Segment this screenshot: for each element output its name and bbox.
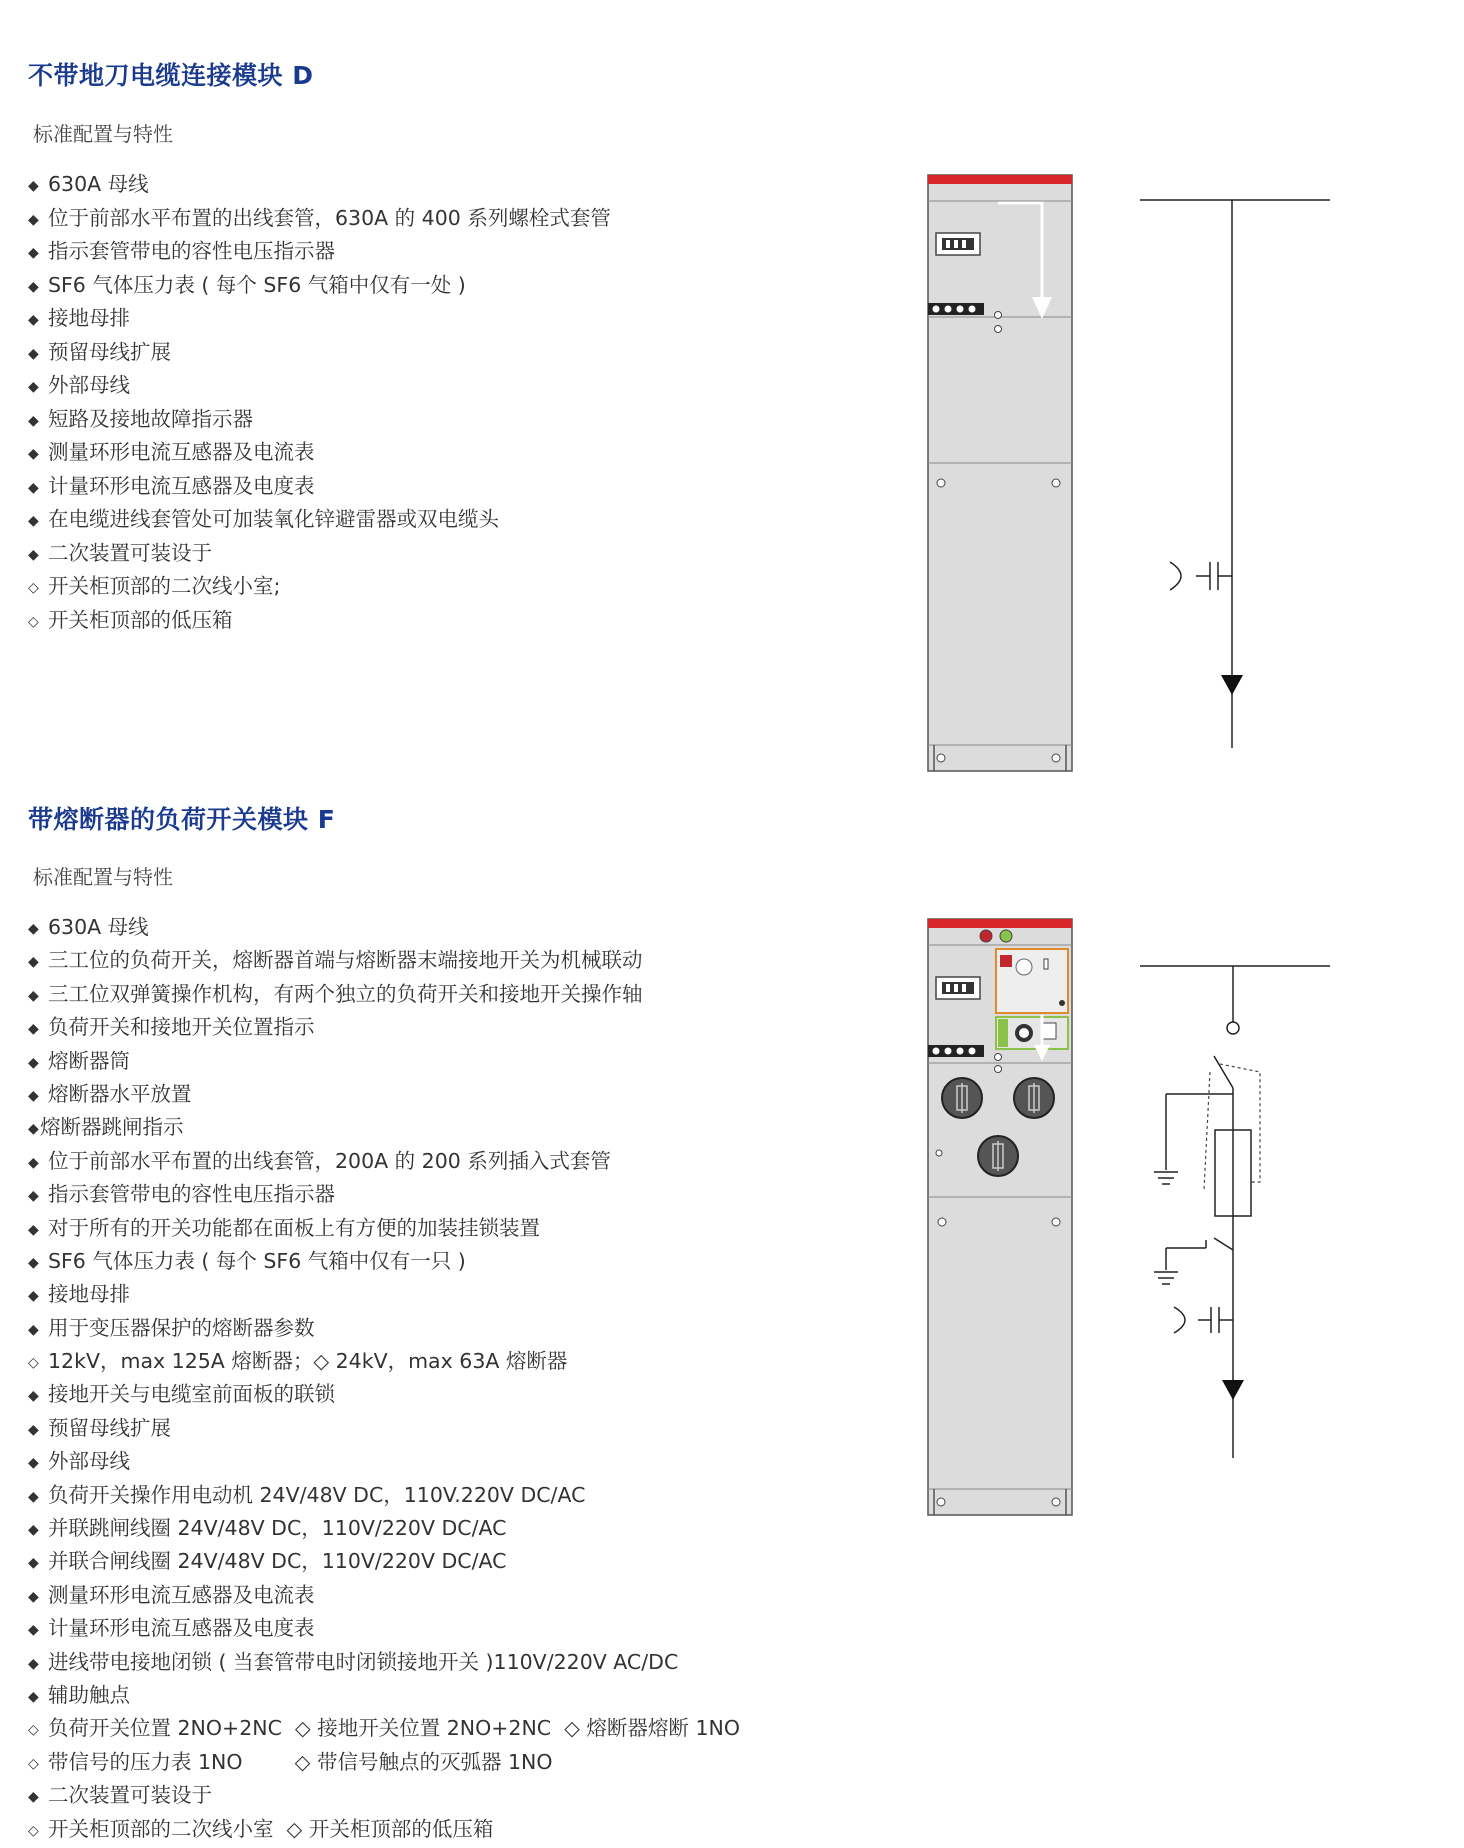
- diamond-bullet-icon: ◆: [28, 1087, 39, 1104]
- list-item-text: 辅助触点: [48, 1682, 130, 1707]
- list-item: [28, 911, 740, 944]
- list-item-text: 在电缆进线套管处可加装氧化锌避雷器或双电缆头: [48, 507, 499, 531]
- list-item: [28, 604, 611, 638]
- fuse-holder-icon: [1014, 1078, 1054, 1118]
- hollow-diamond-bullet-icon: ◇: [28, 1355, 39, 1372]
- list-item-text: 负荷开关操作用电动机 24V/48V DC，110V.220V DC/AC: [48, 1482, 586, 1507]
- diamond-bullet-icon: ◆: [28, 345, 39, 362]
- list-item: [28, 470, 611, 504]
- list-item: [28, 1712, 740, 1745]
- list-item: [28, 1579, 740, 1612]
- list-item: [28, 1245, 740, 1278]
- diamond-bullet-icon: ◆: [28, 1622, 39, 1639]
- list-item: [28, 202, 611, 236]
- list-item-text: 用于变压器保护的熔断器参数: [48, 1315, 315, 1340]
- list-item: [28, 1512, 740, 1545]
- diamond-bullet-icon: ◆: [28, 1688, 39, 1705]
- list-item: [28, 1045, 740, 1078]
- list-item-text: 外部母线: [48, 373, 130, 397]
- list-item: [28, 1011, 740, 1044]
- single-line-diagram-f: [1130, 960, 1340, 1460]
- list-item-text: 测量环形电流互感器及电流表: [48, 1582, 315, 1607]
- list-item: [28, 1612, 740, 1645]
- diamond-bullet-icon: ◆: [28, 954, 39, 971]
- list-item: [28, 1312, 740, 1345]
- list-item-text: 12kV，max 125A 熔断器；◇ 24kV，max 63A 熔断器: [48, 1349, 568, 1374]
- list-item: [28, 1646, 740, 1679]
- diamond-bullet-icon: ◆: [28, 1321, 39, 1338]
- list-item: [28, 1479, 740, 1512]
- diamond-bullet-icon: ◆: [28, 1254, 39, 1271]
- list-item-text: 熔断器跳闸指示: [40, 1115, 184, 1140]
- list-item-text: 开关柜顶部的二次线小室;: [48, 574, 281, 598]
- diamond-bullet-icon: ◆: [28, 479, 39, 496]
- diamond-bullet-icon: ◆: [28, 1054, 39, 1071]
- cabinet-d: [926, 173, 1076, 773]
- diamond-bullet-icon: ◆: [28, 1121, 39, 1138]
- diamond-bullet-icon: ◆: [28, 1655, 39, 1672]
- list-item-text: 指示套管带电的容性电压指示器: [48, 239, 335, 263]
- list-item-text: SF6 气体压力表 ( 每个 SF6 气箱中仅有一只 ): [48, 1248, 466, 1273]
- list-item: [28, 168, 611, 202]
- voltage-indicator-icon: [936, 977, 980, 999]
- diamond-bullet-icon: ◆: [28, 1021, 39, 1038]
- hollow-diamond-bullet-icon: ◇: [28, 580, 39, 596]
- list-item-text: 630A 母线: [48, 915, 149, 939]
- list-item-text: 计量环形电流互感器及电度表: [48, 1616, 315, 1641]
- list-item: [28, 1545, 740, 1578]
- list-item-text: 计量环形电流互感器及电度表: [48, 473, 315, 498]
- diamond-bullet-icon: ◆: [28, 1789, 39, 1806]
- list-item-text: 接地母排: [48, 306, 130, 330]
- list-item: [28, 1278, 740, 1311]
- list-item: [28, 1111, 740, 1144]
- diamond-bullet-icon: ◆: [28, 1188, 39, 1205]
- single-line-diagram-d: [1130, 190, 1340, 750]
- list-item: [28, 1212, 740, 1245]
- list-item-text: 二次装置可装设于: [48, 540, 212, 565]
- diamond-bullet-icon: ◆: [28, 921, 39, 937]
- status-indicator-strip: [928, 303, 984, 315]
- diamond-bullet-icon: ◆: [28, 1154, 39, 1171]
- list-item: [28, 570, 611, 604]
- fuse-holder-icon: [942, 1078, 982, 1118]
- list-item-text: 测量环形电流互感器及电流表: [48, 440, 315, 464]
- cable-termination-icon: [1221, 675, 1243, 695]
- list-item-text: 开关柜顶部的二次线小室 ◇ 开关柜顶部的低压箱: [48, 1816, 494, 1841]
- list-item-text: 外部母线: [48, 1449, 130, 1474]
- list-item-text: 开关柜顶部的低压箱: [48, 607, 233, 632]
- list-item: [28, 1746, 740, 1779]
- list-item-text: 带信号的压力表 1NO ◇ 带信号触点的灭弧器 1NO: [48, 1749, 553, 1774]
- diamond-bullet-icon: ◆: [28, 546, 39, 563]
- list-item: [28, 1345, 740, 1378]
- top-strip: [928, 919, 1072, 928]
- list-item: [28, 302, 611, 336]
- list-item-text: 预留母线扩展: [48, 339, 171, 364]
- earth-switch-icon: [1154, 1238, 1233, 1284]
- diamond-bullet-icon: ◆: [28, 1388, 39, 1405]
- list-item: [28, 978, 740, 1011]
- list-item: [28, 1813, 740, 1846]
- list-item-text: 三工位的负荷开关，熔断器首端与熔断器末端接地开关为机械联动: [48, 948, 643, 973]
- feature-list-f: [28, 911, 740, 1846]
- hollow-diamond-bullet-icon: ◇: [28, 1822, 39, 1839]
- diamond-bullet-icon: ◆: [28, 312, 39, 328]
- cable-termination-icon: [1222, 1380, 1244, 1400]
- red-lamp-icon: [980, 930, 992, 942]
- list-item-text: 三工位双弹簧操作机构，有两个独立的负荷开关和接地开关操作轴: [48, 981, 643, 1006]
- section-subtitle-f: 标准配置与特性: [33, 865, 173, 889]
- diamond-bullet-icon: ◆: [28, 513, 39, 529]
- list-item: [28, 1679, 740, 1712]
- list-item: [28, 1378, 740, 1411]
- list-item: [28, 369, 611, 403]
- list-item-text: 负荷开关位置 2NO+2NC ◇ 接地开关位置 2NO+2NC ◇ 熔断器熔断 1NO: [48, 1716, 740, 1741]
- diamond-bullet-icon: ◆: [28, 1488, 39, 1505]
- diamond-bullet-icon: ◆: [28, 1555, 39, 1572]
- list-item-text: 进线带电接地闭锁 ( 当套管带电时闭锁接地开关 )110V/220V AC/DC: [48, 1649, 679, 1674]
- hollow-diamond-bullet-icon: ◇: [28, 1755, 39, 1772]
- list-item-text: 630A 母线: [48, 172, 149, 196]
- list-item: [28, 1445, 740, 1478]
- list-item-text: 位于前部水平布置的出线套管，630A 的 400 系列螺栓式套管: [48, 205, 611, 230]
- diamond-bullet-icon: ◆: [28, 1455, 39, 1472]
- list-item-text: 二次装置可装设于: [48, 1783, 212, 1808]
- voltage-indicator-icon: [936, 233, 980, 255]
- list-item-text: 位于前部水平布置的出线套管，200A 的 200 系列插入式套管: [48, 1148, 611, 1173]
- diamond-bullet-icon: ◆: [28, 245, 39, 261]
- list-item: [28, 1145, 740, 1178]
- diamond-bullet-icon: ◆: [28, 211, 39, 228]
- list-item-text: 接地母排: [48, 1282, 130, 1307]
- diamond-bullet-icon: ◆: [28, 412, 39, 429]
- feature-list-d: [28, 168, 611, 637]
- list-item: [28, 1412, 740, 1445]
- cabinet-f: [926, 917, 1076, 1517]
- list-item-text: 熔断器水平放置: [48, 1081, 192, 1106]
- list-item: [28, 403, 611, 437]
- list-item: [28, 503, 611, 537]
- diamond-bullet-icon: ◆: [28, 379, 39, 395]
- list-item-text: SF6 气体压力表 ( 每个 SF6 气箱中仅有一处 ): [48, 272, 466, 297]
- list-item: [28, 537, 611, 571]
- diamond-bullet-icon: ◆: [28, 1588, 39, 1605]
- list-item: [28, 235, 611, 269]
- diamond-bullet-icon: ◆: [28, 1421, 39, 1438]
- list-item-text: 负荷开关和接地开关位置指示: [48, 1015, 315, 1040]
- fuse-holder-icon: [978, 1136, 1018, 1176]
- section-title-d: 不带地刀电缆连接模块 D: [28, 61, 314, 90]
- list-item: [28, 1779, 740, 1812]
- list-item: [28, 336, 611, 370]
- list-item-text: 指示套管带电的容性电压指示器: [48, 1182, 335, 1207]
- list-item-text: 并联跳闸线圈 24V/48V DC，110V/220V DC/AC: [48, 1516, 507, 1541]
- list-item-text: 短路及接地故障指示器: [48, 406, 253, 431]
- list-item: [28, 1078, 740, 1111]
- list-item-text: 对于所有的开关功能都在面板上有方便的加装挂锁装置: [48, 1215, 540, 1240]
- diamond-bullet-icon: ◆: [28, 1221, 39, 1238]
- hollow-diamond-bullet-icon: ◇: [28, 1722, 39, 1739]
- list-item: [28, 1178, 740, 1211]
- diamond-bullet-icon: ◆: [28, 1522, 39, 1539]
- list-item: [28, 436, 611, 470]
- list-item: [28, 269, 611, 303]
- diamond-bullet-icon: ◆: [28, 987, 39, 1004]
- list-item-text: 熔断器筒: [48, 1048, 130, 1073]
- section-subtitle-d: 标准配置与特性: [33, 122, 173, 146]
- capacitive-divider-icon: [1170, 562, 1232, 590]
- list-item-text: 并联合闸线圈 24V/48V DC，110V/220V DC/AC: [48, 1549, 507, 1574]
- top-strip: [928, 175, 1072, 184]
- diamond-bullet-icon: ◆: [28, 278, 39, 295]
- diamond-bullet-icon: ◆: [28, 1288, 39, 1305]
- section-title-f: 带熔断器的负荷开关模块 F: [28, 805, 336, 834]
- capacitive-divider-icon: [1174, 1307, 1233, 1333]
- diamond-bullet-icon: ◆: [28, 178, 39, 194]
- diamond-bullet-icon: ◆: [28, 446, 39, 462]
- green-lamp-icon: [1000, 930, 1012, 942]
- status-indicator-strip: [928, 1045, 984, 1057]
- list-item: [28, 944, 740, 977]
- list-item-text: 接地开关与电缆室前面板的联锁: [48, 1382, 335, 1407]
- hollow-diamond-bullet-icon: ◇: [28, 613, 39, 630]
- list-item-text: 预留母线扩展: [48, 1415, 171, 1440]
